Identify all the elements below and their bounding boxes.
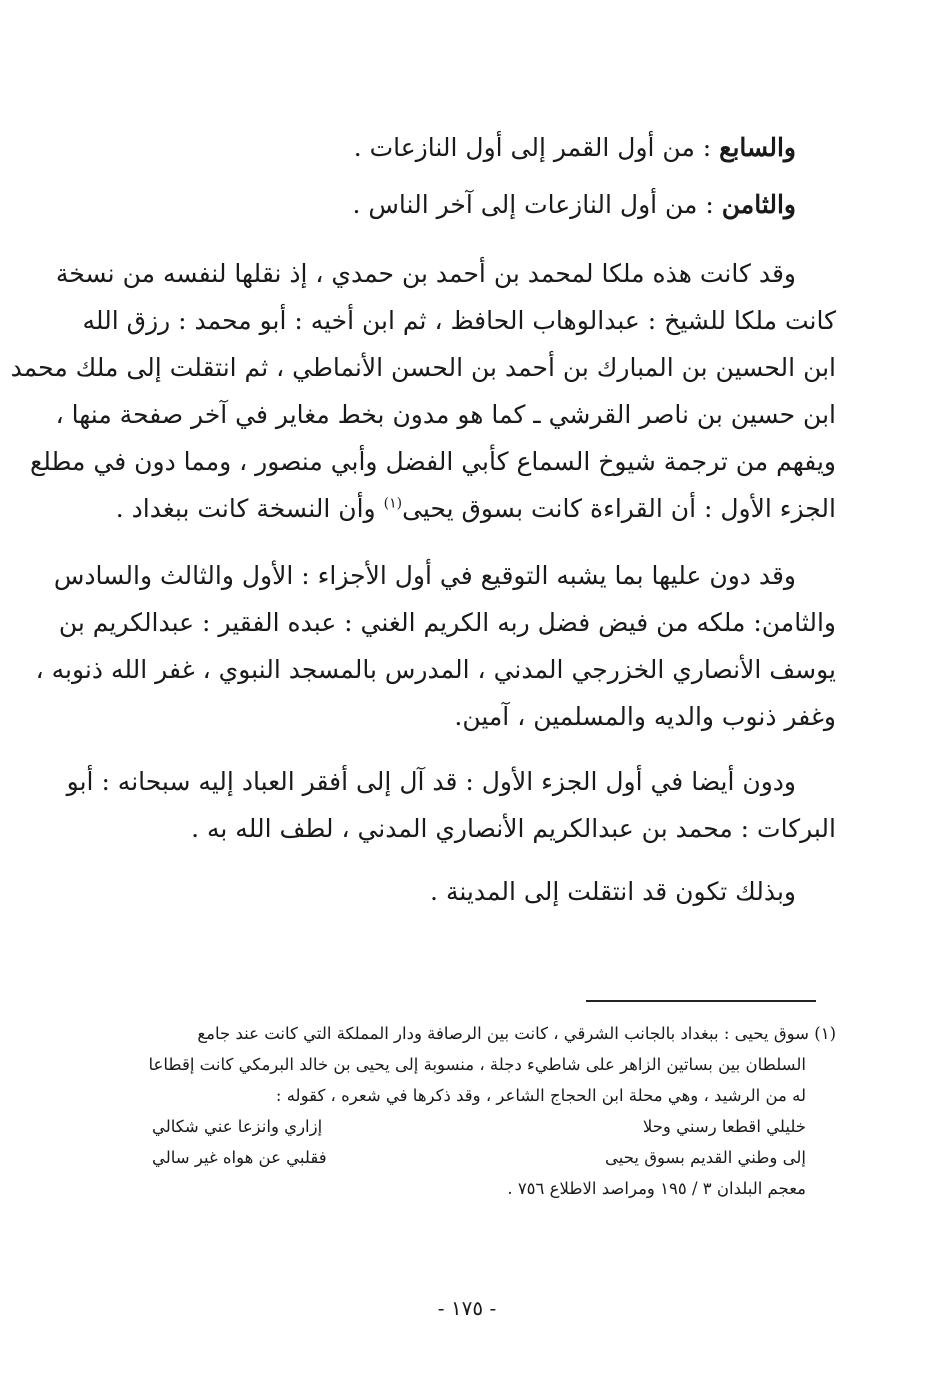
verse-line: [130, 1142, 836, 1173]
text-line: يوسف الأنصاري الخزرجي المدني ، المدرس بالمسجد النبوي ، غفر الله ذنوبه ،: [35, 655, 836, 684]
text-line-last: [115, 485, 836, 532]
footnote-separator: [586, 1000, 816, 1002]
text-line: وغفر ذنوب والديه والمسلمين ، آمين.: [454, 702, 836, 731]
paragraph-text: : من أول النازعات إلى آخر الناس .: [352, 190, 722, 219]
text-line: ويفهم من ترجمة شيوخ السماع كأبي الفضل وأبي منصور ، ومما دون في مطلع: [29, 447, 836, 476]
paragraph-text: : من أول القمر إلى أول النازعات .: [353, 133, 720, 162]
text-line: والثامن: ملكه من فيض فضل ربه الكريم الغني : عبده الفقير : عبدالكريم بن: [58, 608, 836, 637]
paragraph-first-part-note: [66, 758, 836, 852]
hemistich-first: خليلي اقطعا رسني وحلا: [642, 1117, 806, 1136]
hemistich-first: إلى وطني القديم بسوق يحيى: [605, 1148, 806, 1167]
text-line: ابن الحسين بن المبارك بن أحمد بن الحسن الأنماطي ، ثم انتقلت إلى ملك محمد: [10, 353, 836, 382]
paragraph-signature: [35, 552, 836, 740]
text-fragment: وأن النسخة كانت ببغداد .: [115, 494, 384, 523]
text-line: البركات : محمد بن عبدالكريم الأنصاري المدني ، لطف الله به .: [191, 814, 836, 843]
footnote-block: [130, 1018, 836, 1204]
page-number: - ١٧٥ -: [437, 1296, 497, 1320]
footnote-line: له من الرشيد ، وهي محلة ابن الحجاج الشاعر ، وقد ذكرها في شعره ، كقوله :: [275, 1086, 806, 1105]
lead-word: والثامن: [721, 190, 796, 219]
text-line: ابن حسين بن ناصر القرشي ـ كما هو مدون بخط مغاير في آخر صفحة منها ،: [55, 400, 836, 429]
text-fragment: الجزء الأول : أن القراءة كانت بسوق يحيى: [402, 494, 836, 523]
footnote-ref: (١): [383, 495, 403, 512]
footnote-line: السلطان بين بساتين الزاهر على شاطيء دجلة ، منسوبة إلى يحيى بن خالد البرمكي كانت إقطاعا: [148, 1055, 806, 1074]
text-line: وقد كانت هذه ملكا لمحمد بن أحمد بن حمدي ، إذ نقلها لنفسه من نسخة: [55, 259, 796, 288]
footnote-source: معجم البلدان ٣ / ١٩٥ ومراصد الاطلاع ٧٥٦ .: [507, 1179, 806, 1198]
verse-line: [130, 1111, 836, 1142]
text-line: كانت ملكا للشيخ : عبدالوهاب الحافظ ، ثم ابن أخيه : أبو محمد : رزق الله: [82, 306, 836, 335]
lead-word: والسابع: [719, 133, 796, 162]
text-line: ودون أيضا في أول الجزء الأول : قد آل إلى أفقر العباد إليه سبحانه : أبو: [66, 767, 796, 796]
hemistich-second: فقلبي عن هواه غير سالي: [152, 1148, 327, 1167]
paragraph-seventh-part: [136, 124, 836, 171]
paragraph-ownership: [10, 250, 836, 532]
text-line: وقد دون عليها بما يشبه التوقيع في أول الأجزاء : الأول والثالث والسادس: [53, 561, 796, 590]
paragraph-conclusion: وبذلك تكون قد انتقلت إلى المدينة .: [430, 877, 796, 906]
footnote-line: (١) سوق يحيى : ببغداد بالجانب الشرقي ، كانت بين الرصافة ودار المملكة التي كانت عند جامع: [197, 1024, 836, 1043]
main-text: [10, 124, 836, 915]
paragraph-eighth-part: [136, 181, 836, 228]
hemistich-second: إزاري وانزعا عني شكالي: [152, 1117, 323, 1136]
